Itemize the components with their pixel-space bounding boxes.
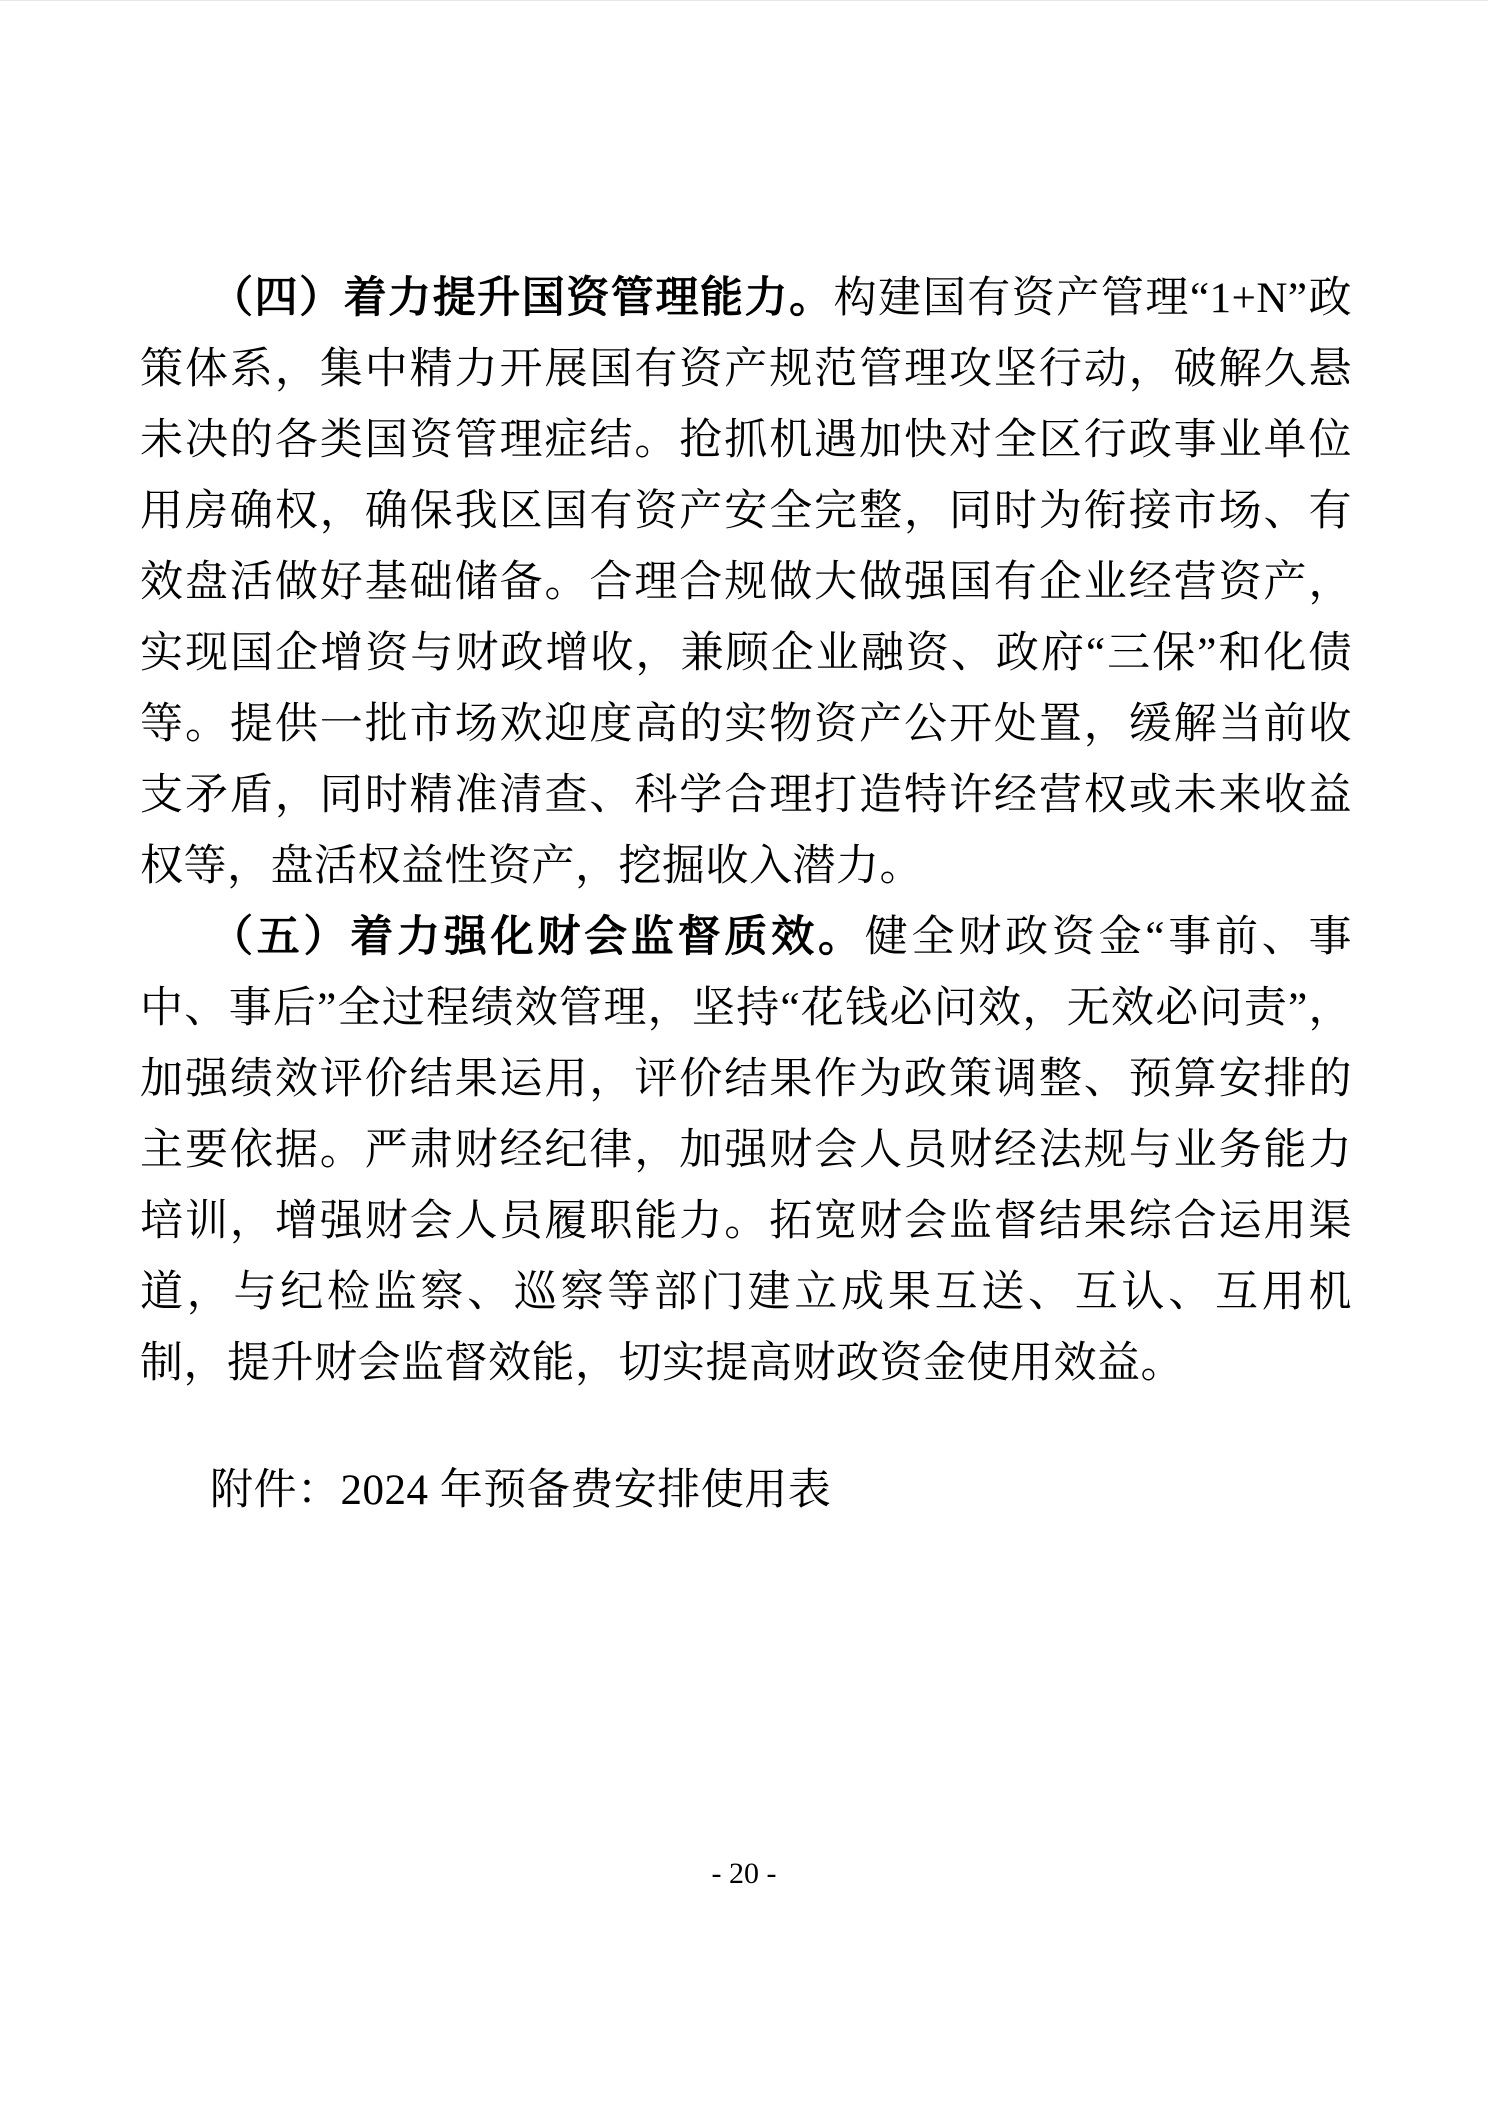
paragraph-section-4	[140, 263, 1352, 902]
paragraph-section-5-heading: （五）着力强化财会监督质效。	[210, 913, 865, 961]
attachment-note: 附件：2024 年预备费安排使用表	[210, 1467, 832, 1514]
paragraph-section-5	[140, 902, 1352, 1399]
page-number: - 20 -	[711, 1857, 777, 1890]
paragraph-section-5-body: 健全财政资金“事前、事中、事后”全过程绩效管理，坚持“花钱必问效，无效必问责”，加强绩效评价结果运用，评价结果作为政策调整、预算安排的主要依据。严肃财经纪律，加强财会人员财经法规与业务能力培训，增强财会人员履职能力。拓宽财会监督结果综合运用渠道，与纪检监察、巡察等部门建立成果互送、互认、互用机制，提升财会监督效能，切实提高财政资金使用效益。	[140, 914, 1353, 1387]
paragraph-section-4-body: 构建国有资产管理“1+N”政策体系，集中精力开展国有资产规范管理攻坚行动，破解久悬未决的各类国资管理症结。抢抓机遇加快对全区行政事业单位用房确权，确保我区国有资产安全完整，同时为衔接市场、有效盘活做好基础储备。合理合规做大做强国有企业经营资产，实现国企增资与财政增收，兼顾企业融资、政府“三保”和化债等。提供一批市场欢迎度高的实物资产公开处置，缓解当前收支矛盾，同时精准清查、科学合理打造特许经营权或未来收益权等，盘活权益性资产，挖掘收入潜力。	[140, 275, 1352, 890]
paragraph-section-4-heading: （四）着力提升国资管理能力。	[210, 274, 834, 322]
document-body	[140, 263, 1352, 1526]
